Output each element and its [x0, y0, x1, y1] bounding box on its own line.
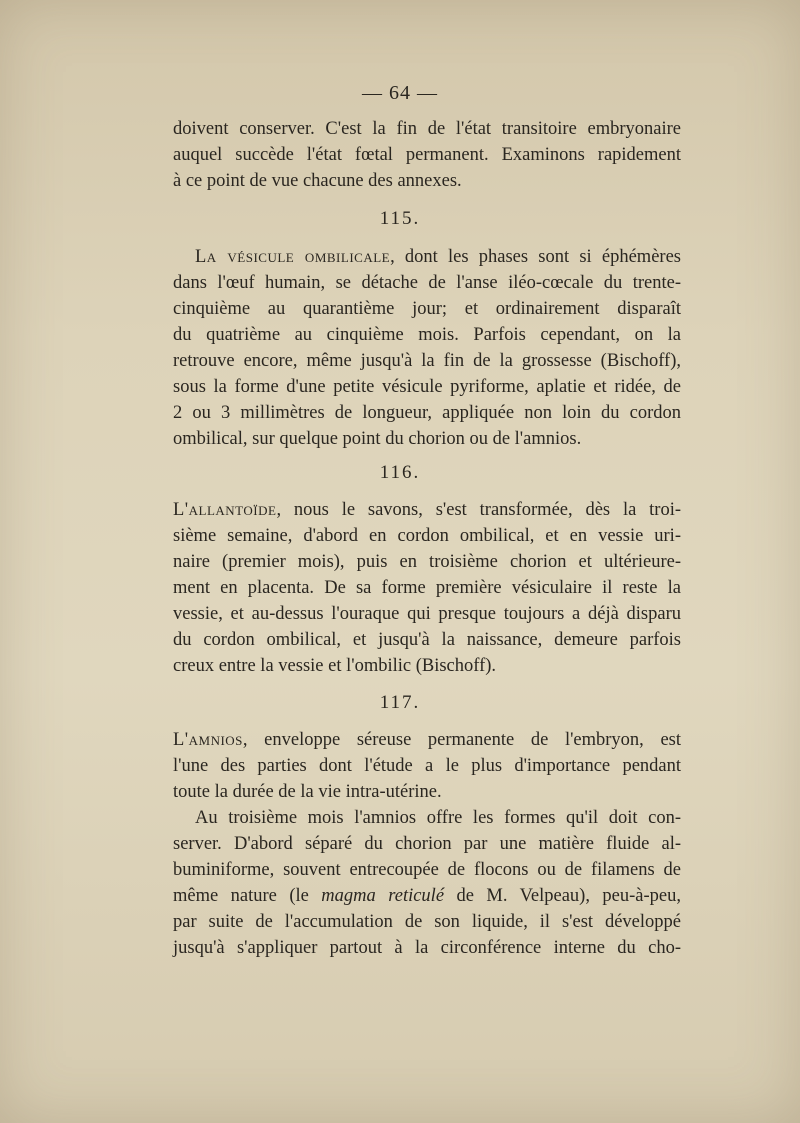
text-line: ment en placenta. De sa forme première vésiculaire il reste la — [173, 578, 681, 598]
text-line: server. D'abord séparé du chorion par une matière fluide al- — [173, 834, 681, 854]
text-line: L'amnios, enveloppe séreuse permanente de l'embryon, est — [173, 730, 681, 750]
text-line: du cordon ombilical, et jusqu'à la naissance, demeure parfois — [173, 630, 681, 650]
text-line: La vésicule ombilicale, dont les phases sont si éphémères — [195, 247, 681, 267]
text-line: 2 ou 3 millimètres de longueur, appliquée non loin du cordon — [173, 403, 681, 423]
text-line: toute la durée de la vie intra-utérine. — [173, 782, 442, 802]
text-line: L'allantoïde, nous le savons, s'est transformée, dès la troi- — [173, 500, 681, 520]
text-line: du quatrième au cinquième mois. Parfois cependant, on la — [173, 325, 681, 345]
text-line: Au troisième mois l'amnios offre les formes qu'il doit con- — [195, 808, 681, 828]
text-line: ombilical, sur quelque point du chorion ou de l'amnios. — [173, 429, 582, 449]
text-line: jusqu'à s'appliquer partout à la circonférence interne du cho- — [173, 938, 681, 958]
section-lead-term: L'amnios — [173, 730, 243, 750]
section-115-paragraph — [173, 244, 681, 452]
text-line: retrouve encore, même jusqu'à la fin de la grossesse (Bischoff), — [173, 351, 681, 371]
italic-term: magma reticulé — [321, 886, 445, 906]
text-line: creux entre la vessie et l'ombilic (Bischoff). — [173, 656, 497, 676]
text-line: auquel succède l'état fœtal permanent. Examinons rapidement — [173, 145, 681, 165]
section-lead-term: La vésicule ombilicale — [195, 247, 391, 267]
section-lead-term: L'allantoïde — [173, 500, 277, 520]
text-line: dans l'œuf humain, se détache de l'anse iléo-cœcale du trente- — [173, 273, 681, 293]
section-116-paragraph — [173, 497, 681, 679]
page-number: — 64 — — [362, 82, 438, 104]
section-number-117: 117. — [379, 692, 421, 713]
intro-paragraph — [173, 116, 681, 194]
text-line: doivent conserver. C'est la fin de l'état transitoire embryonaire — [173, 119, 681, 139]
text-line: naire (premier mois), puis en troisième chorion et ultérieure- — [173, 552, 681, 572]
section-117-paragraph-2 — [173, 805, 681, 961]
section-number-116: 116. — [379, 462, 421, 483]
text-line: buminiforme, souvent entrecoupée de flocons ou de filamens de — [173, 860, 681, 880]
text-line: même nature (le magma reticulé de M. Velpeau), peu-à-peu, — [173, 886, 682, 906]
text-line: par suite de l'accumulation de son liquide, il s'est développé — [173, 912, 681, 932]
section-117-paragraph-1 — [173, 727, 681, 805]
section-number-115: 115. — [379, 208, 421, 229]
text-line: l'une des parties dont l'étude a le plus d'importance pendant — [173, 756, 681, 776]
text-line: à ce point de vue chacune des annexes. — [173, 171, 462, 191]
text-line: sous la forme d'une petite vésicule pyriforme, aplatie et ridée, de — [173, 377, 681, 397]
text-line: vessie, et au-dessus l'ouraque qui presque toujours a déjà disparu — [173, 604, 681, 624]
text-line: sième semaine, d'abord en cordon ombilical, et en vessie uri- — [173, 526, 681, 546]
text-line: cinquième au quarantième jour; et ordinairement disparaît — [173, 299, 681, 319]
